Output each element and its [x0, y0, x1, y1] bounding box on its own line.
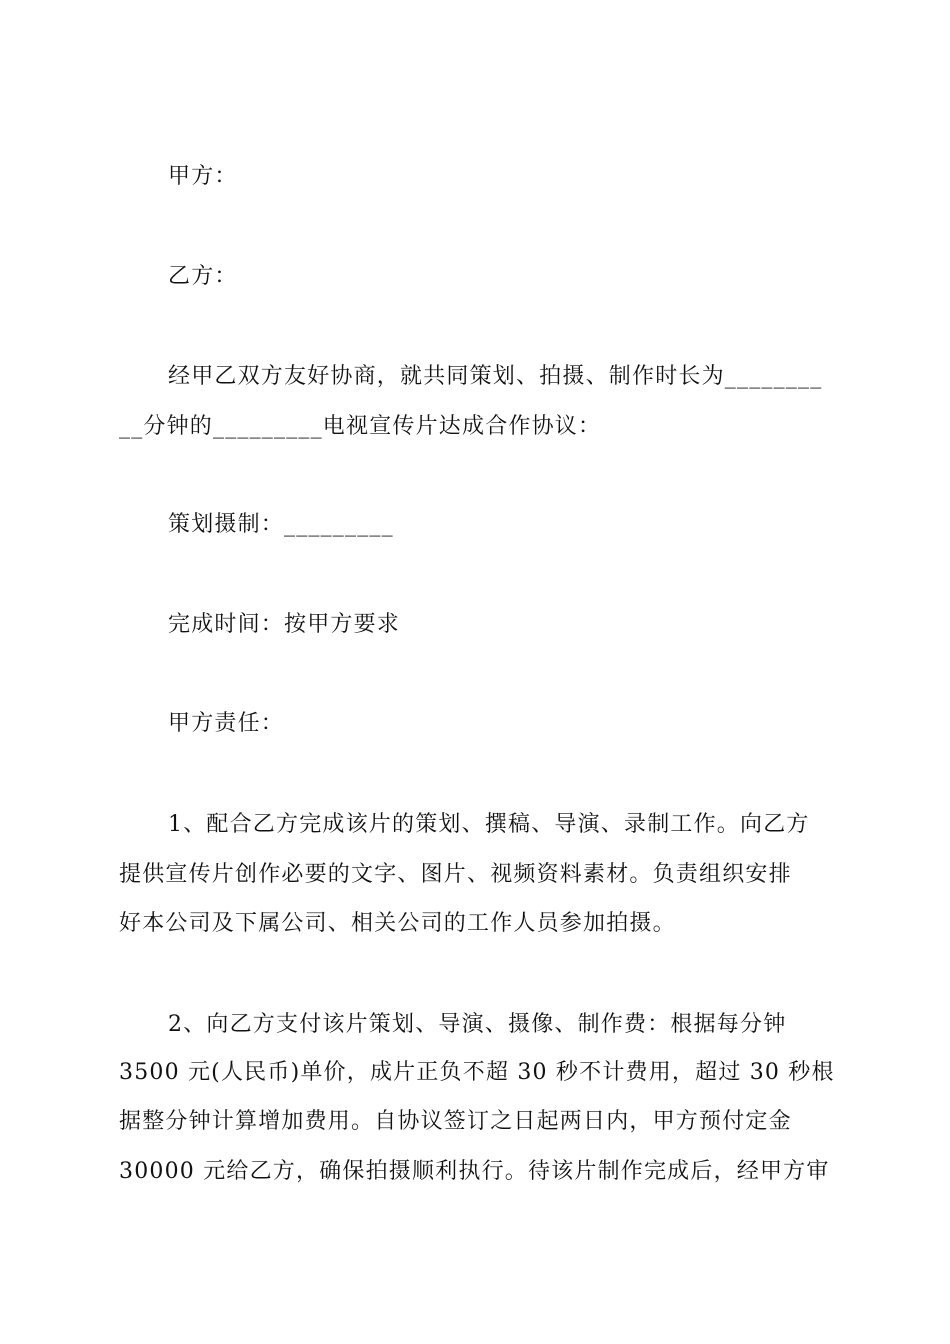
item1-line: 好本公司及下属公司、相关公司的工作人员参加拍摄。	[119, 911, 676, 936]
item2-line: 30000 元给乙方，确保拍摄顺利执行。待该片制作完成后，经甲方审	[119, 1159, 830, 1184]
item2-line: 2、向乙方支付该片策划、导演、摄像、制作费：根据每分钟	[168, 1012, 787, 1037]
item1-line: 1、配合乙方完成该片的策划、撰稿、导演、录制工作。向乙方	[168, 812, 810, 837]
item2-line: 据整分钟计算增加费用。自协议签订之日起两日内，甲方预付定金	[119, 1109, 792, 1134]
item2-line: 3500 元(人民币)单价，成片正负不超 30 秒不计费用，超过 30 秒根	[119, 1060, 835, 1085]
item1-line: 提供宣传片创作必要的文字、图片、视频资料素材。负责组织安排	[119, 862, 792, 887]
intro-paragraph-line: __分钟的_________电视宣传片达成合作协议：	[119, 414, 602, 439]
party-a-label: 甲方：	[168, 164, 238, 189]
party-b-label: 乙方：	[168, 264, 238, 289]
planning-production-line: 策划摄制：_________	[168, 512, 394, 537]
completion-time-line: 完成时间：按甲方要求	[168, 612, 401, 637]
intro-paragraph-line: 经甲乙双方友好协商，就共同策划、拍摄、制作时长为________	[168, 364, 823, 389]
party-a-responsibilities-heading: 甲方责任：	[168, 711, 285, 736]
